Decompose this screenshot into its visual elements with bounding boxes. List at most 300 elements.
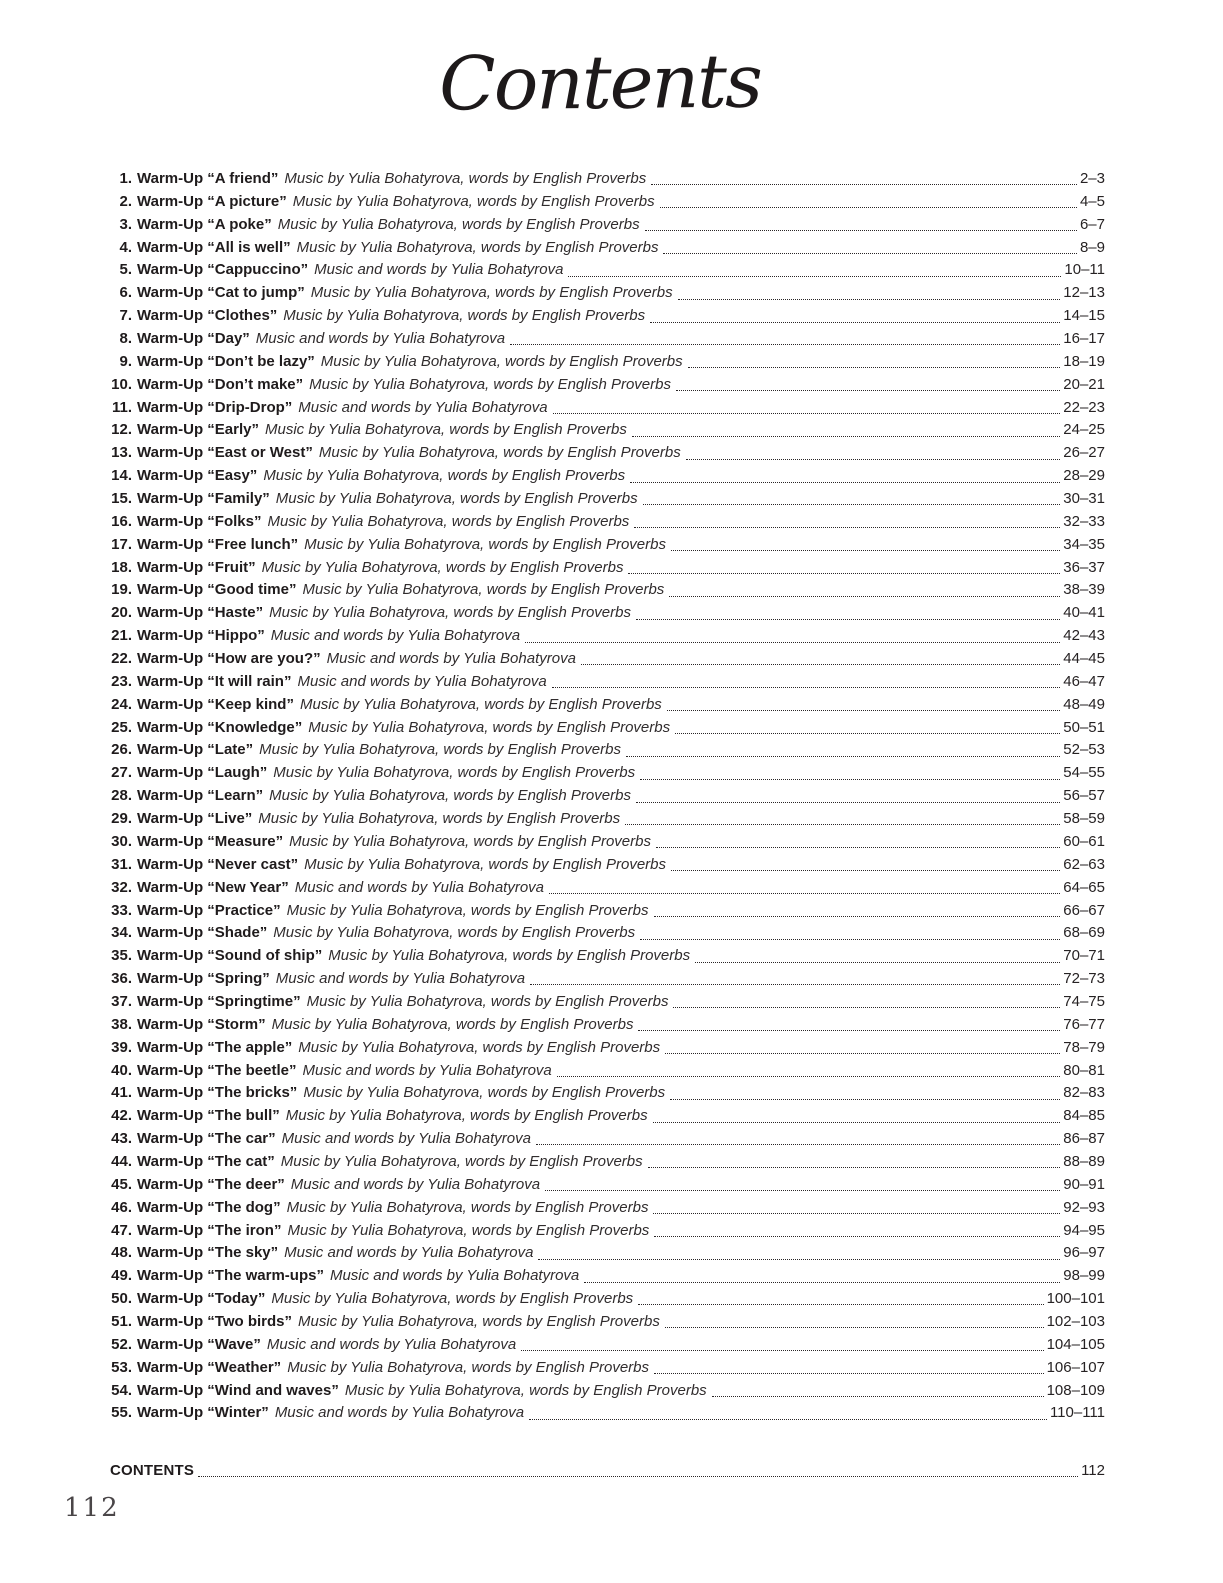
entry-pages: 64–65 <box>1063 878 1105 896</box>
entry-title: Warm-Up “Wave” <box>137 1335 261 1353</box>
entry-title: Warm-Up “The cat” <box>137 1152 275 1170</box>
toc-entry <box>110 602 1105 625</box>
toc-entry <box>110 1082 1105 1105</box>
entry-credit: Music by Yulia Bohatyrova, words by English Proverbs <box>296 238 659 256</box>
entry-pages: 18–19 <box>1063 352 1105 370</box>
entry-number: 34. <box>111 924 132 942</box>
dot-leader <box>650 322 1060 323</box>
entry-credit: Music by Yulia Bohatyrova, words by English Proverbs <box>271 1290 634 1308</box>
entry-number: 4. <box>119 238 132 256</box>
entry-pages: 88–89 <box>1063 1152 1105 1170</box>
toc-entry <box>110 1402 1105 1425</box>
toc-entry <box>110 557 1105 580</box>
entry-pages: 16–17 <box>1063 330 1105 348</box>
entry-credit: Music by Yulia Bohatyrova, words by English Proverbs <box>284 170 647 187</box>
toc-entry <box>110 991 1105 1014</box>
toc-list <box>110 168 1105 1425</box>
entry-number: 27. <box>111 764 132 782</box>
entry-title: Warm-Up “A poke” <box>137 215 272 233</box>
entry-credit: Music and words by Yulia Bohatyrova <box>314 261 564 279</box>
toc-entry <box>110 854 1105 877</box>
toc-entry <box>110 282 1105 305</box>
entry-credit: Music by Yulia Bohatyrova, words by English Proverbs <box>283 307 646 325</box>
toc-entry <box>110 648 1105 671</box>
entry-number: 45. <box>111 1175 132 1193</box>
entry-number: 6. <box>119 284 132 302</box>
dot-leader <box>688 367 1061 368</box>
toc-entry <box>110 625 1105 648</box>
dot-leader <box>584 1282 1060 1283</box>
dot-leader <box>638 1304 1043 1305</box>
toc-entry <box>110 168 1105 191</box>
dot-leader <box>632 436 1060 437</box>
entry-credit: Music by Yulia Bohatyrova, words by English Proverbs <box>285 1107 648 1125</box>
entry-credit: Music by Yulia Bohatyrova, words by English Proverbs <box>259 741 621 759</box>
entry-title: Warm-Up “Winter” <box>137 1404 269 1422</box>
dot-leader <box>667 710 1060 711</box>
entry-number: 28. <box>111 787 132 805</box>
entry-pages: 14–15 <box>1063 307 1105 325</box>
toc-entry <box>110 968 1105 991</box>
entry-pages: 82–83 <box>1063 1084 1105 1102</box>
entry-number: 36. <box>111 970 132 988</box>
dot-leader <box>545 1190 1060 1191</box>
dot-leader <box>529 1419 1047 1420</box>
entry-number: 43. <box>111 1130 132 1148</box>
entry-pages: 102–103 <box>1046 1312 1105 1330</box>
entry-number: 32. <box>111 878 132 896</box>
entry-credit: Music and words by Yulia Bohatyrova <box>266 1335 517 1353</box>
entry-number: 53. <box>111 1358 132 1376</box>
toc-entry <box>110 214 1105 237</box>
entry-pages: 66–67 <box>1063 901 1105 919</box>
entry-credit: Music by Yulia Bohatyrova, words by English Proverbs <box>309 375 671 393</box>
entry-credit: Music by Yulia Bohatyrova, words by English Proverbs <box>303 1084 666 1102</box>
dot-leader <box>525 642 1060 643</box>
entry-title: Warm-Up “Day” <box>137 330 250 348</box>
entry-title: Warm-Up “Clothes” <box>137 307 278 325</box>
entry-credit: Music by Yulia Bohatyrova, words by English Proverbs <box>261 558 624 576</box>
entry-pages: 26–27 <box>1063 444 1105 462</box>
dot-leader <box>640 939 1060 940</box>
entry-credit: Music by Yulia Bohatyrova, words by English Proverbs <box>320 352 683 370</box>
toc-entry <box>110 442 1105 465</box>
dot-leader <box>678 299 1061 300</box>
entry-pages: 10–11 <box>1064 261 1105 279</box>
entry-number: 15. <box>111 490 132 508</box>
entry-title: Warm-Up “Free lunch” <box>137 535 299 553</box>
dot-leader <box>654 916 1061 917</box>
entry-pages: 78–79 <box>1063 1038 1105 1056</box>
entry-title: Warm-Up “Wind and waves” <box>137 1381 339 1399</box>
entry-pages: 100–101 <box>1046 1290 1105 1308</box>
entry-pages: 4–5 <box>1079 192 1105 210</box>
entry-number: 1. <box>119 170 132 187</box>
entry-number: 41. <box>111 1084 132 1102</box>
entry-pages: 70–71 <box>1063 947 1105 965</box>
entry-pages: 30–31 <box>1063 490 1105 508</box>
dot-leader <box>581 664 1060 665</box>
entry-title: Warm-Up “Never cast” <box>137 855 299 873</box>
dot-leader <box>665 1327 1044 1328</box>
entry-credit: Music and words by Yulia Bohatyrova <box>270 627 521 645</box>
entry-title: Warm-Up “Laugh” <box>137 764 268 782</box>
toc-entry <box>110 1037 1105 1060</box>
entry-number: 20. <box>111 604 132 622</box>
entry-credit: Music by Yulia Bohatyrova, words by English Proverbs <box>264 421 627 439</box>
entry-credit: Music by Yulia Bohatyrova, words by English Proverbs <box>289 832 651 850</box>
toc-entry <box>110 579 1105 602</box>
entry-credit: Music and words by Yulia Bohatyrova <box>298 398 548 416</box>
toc-entry <box>110 717 1105 740</box>
entry-credit: Music by Yulia Bohatyrova, words by English Proverbs <box>299 695 662 713</box>
entry-title: Warm-Up “The beetle” <box>137 1061 297 1079</box>
toc-entry <box>110 488 1105 511</box>
entry-number: 19. <box>111 581 132 599</box>
entry-title: Warm-Up “Today” <box>137 1290 266 1308</box>
entry-number: 12. <box>111 421 132 439</box>
entry-title: Warm-Up “The bricks” <box>137 1084 298 1102</box>
dot-leader <box>630 482 1060 483</box>
entry-number: 37. <box>111 992 132 1010</box>
entry-pages: 52–53 <box>1063 741 1105 759</box>
entry-title: Warm-Up “Cappuccino” <box>137 261 309 279</box>
entry-title: Warm-Up “Good time” <box>137 581 297 599</box>
entry-number: 18. <box>111 558 132 576</box>
entry-credit: Music and words by Yulia Bohatyrova <box>274 1404 525 1422</box>
entry-number: 29. <box>111 810 132 828</box>
entry-credit: Music by Yulia Bohatyrova, words by English Proverbs <box>310 284 673 302</box>
entry-title: Warm-Up “Spring” <box>137 970 270 988</box>
entry-credit: Music and words by Yulia Bohatyrova <box>294 878 545 896</box>
entry-title: Warm-Up “The bull” <box>137 1107 280 1125</box>
entry-title: Warm-Up “The iron” <box>137 1221 282 1239</box>
entry-number: 10. <box>111 375 132 393</box>
entry-pages: 74–75 <box>1063 992 1105 1010</box>
entry-title: Warm-Up “Drip-Drop” <box>137 398 293 416</box>
entry-title: Warm-Up “New Year” <box>137 878 289 896</box>
entry-credit: Music and words by Yulia Bohatyrova <box>329 1267 580 1285</box>
entry-number: 47. <box>111 1221 132 1239</box>
entry-pages: 86–87 <box>1063 1130 1105 1148</box>
entry-pages: 6–7 <box>1079 215 1105 233</box>
contents-row-label: CONTENTS <box>110 1462 195 1479</box>
toc-entry <box>110 900 1105 923</box>
entry-number: 44. <box>111 1152 132 1170</box>
dot-leader <box>626 756 1060 757</box>
entry-number: 23. <box>111 672 132 690</box>
entry-title: Warm-Up “Knowledge” <box>137 718 303 736</box>
footer-page-number: 112 <box>64 1493 120 1523</box>
entry-title: Warm-Up “Don’t make” <box>137 375 304 393</box>
entry-title: Warm-Up “Easy” <box>137 467 258 485</box>
entry-pages: 94–95 <box>1063 1221 1105 1239</box>
entry-title: Warm-Up “Storm” <box>137 1015 266 1033</box>
entry-title: Warm-Up “Measure” <box>137 832 284 850</box>
dot-leader <box>648 1167 1061 1168</box>
entry-pages: 68–69 <box>1063 924 1105 942</box>
entry-credit: Music by Yulia Bohatyrova, words by English Proverbs <box>344 1381 707 1399</box>
dot-leader <box>628 573 1060 574</box>
dot-leader <box>651 184 1077 185</box>
dot-leader <box>663 253 1076 254</box>
entry-number: 31. <box>111 855 132 873</box>
entry-credit: Music by Yulia Bohatyrova, words by English Proverbs <box>298 1038 661 1056</box>
entry-credit: Music by Yulia Bohatyrova, words by English Proverbs <box>269 787 631 805</box>
toc-entry <box>110 831 1105 854</box>
entry-title: Warm-Up “Springtime” <box>137 992 301 1010</box>
toc-entry <box>110 1105 1105 1128</box>
entry-title: Warm-Up “Keep kind” <box>137 695 294 713</box>
toc-entry <box>110 1288 1105 1311</box>
toc-entry <box>110 694 1105 717</box>
page-title: Contents <box>438 38 762 128</box>
entry-title: Warm-Up “The sky” <box>137 1244 279 1262</box>
entry-number: 33. <box>111 901 132 919</box>
toc-entry <box>110 351 1105 374</box>
entry-pages: 92–93 <box>1063 1198 1105 1216</box>
dot-leader <box>636 802 1060 803</box>
entry-credit: Music by Yulia Bohatyrova, words by English Proverbs <box>298 1312 660 1330</box>
dot-leader <box>521 1350 1043 1351</box>
entry-number: 9. <box>119 352 132 370</box>
toc-entry <box>110 1151 1105 1174</box>
dot-leader <box>643 504 1061 505</box>
entry-pages: 106–107 <box>1046 1358 1105 1376</box>
entry-number: 50. <box>111 1290 132 1308</box>
dot-leader <box>568 276 1061 277</box>
entry-credit: Music and words by Yulia Bohatyrova <box>290 1175 541 1193</box>
entry-number: 16. <box>111 512 132 530</box>
entry-title: Warm-Up “Early” <box>137 421 259 439</box>
entry-pages: 50–51 <box>1063 718 1105 736</box>
toc-entry <box>110 877 1105 900</box>
entry-pages: 108–109 <box>1046 1381 1105 1399</box>
entry-title: Warm-Up “A picture” <box>137 192 287 210</box>
entry-number: 8. <box>119 330 132 348</box>
entry-number: 38. <box>111 1015 132 1033</box>
dot-leader <box>656 847 1060 848</box>
entry-title: Warm-Up “Family” <box>137 490 270 508</box>
dot-leader <box>675 733 1060 734</box>
entry-pages: 44–45 <box>1063 650 1105 668</box>
entry-title: Warm-Up “A friend” <box>137 170 279 187</box>
dot-leader <box>669 596 1060 597</box>
dot-leader <box>654 1373 1044 1374</box>
toc-entry <box>110 397 1105 420</box>
toc-contents-row <box>110 1460 1105 1483</box>
toc-entry <box>110 1174 1105 1197</box>
entry-pages: 72–73 <box>1063 970 1105 988</box>
entry-credit: Music by Yulia Bohatyrova, words by English Proverbs <box>292 192 655 210</box>
dot-leader <box>538 1259 1060 1260</box>
toc-entry <box>110 305 1105 328</box>
toc-entry <box>110 259 1105 282</box>
entry-title: Warm-Up “It will rain” <box>137 672 292 690</box>
toc-entry <box>110 191 1105 214</box>
entry-pages: 54–55 <box>1063 764 1105 782</box>
entry-title: Warm-Up “Haste” <box>137 604 264 622</box>
toc-entry <box>110 1357 1105 1380</box>
entry-title: Warm-Up “The apple” <box>137 1038 293 1056</box>
entry-title: Warm-Up “Late” <box>137 741 254 759</box>
entry-credit: Music by Yulia Bohatyrova, words by English Proverbs <box>258 810 621 828</box>
dot-leader <box>712 1396 1044 1397</box>
entry-number: 54. <box>111 1381 132 1399</box>
entry-credit: Music and words by Yulia Bohatyrova <box>255 330 506 348</box>
entry-title: Warm-Up “The dog” <box>137 1198 281 1216</box>
entry-pages: 22–23 <box>1063 398 1105 416</box>
entry-title: Warm-Up “Weather” <box>137 1358 282 1376</box>
entry-pages: 20–21 <box>1063 375 1105 393</box>
entry-credit: Music by Yulia Bohatyrova, words by English Proverbs <box>306 992 669 1010</box>
toc-entry <box>110 1220 1105 1243</box>
toc-entry <box>110 511 1105 534</box>
entry-pages: 34–35 <box>1063 535 1105 553</box>
toc-entry <box>110 237 1105 260</box>
entry-pages: 40–41 <box>1063 604 1105 622</box>
dot-leader <box>549 893 1060 894</box>
entry-credit: Music by Yulia Bohatyrova, words by English Proverbs <box>280 1152 643 1170</box>
entry-pages: 110–111 <box>1049 1404 1105 1422</box>
entry-number: 21. <box>111 627 132 645</box>
entry-credit: Music and words by Yulia Bohatyrova <box>326 650 576 668</box>
entry-credit: Music by Yulia Bohatyrova, words by English Proverbs <box>277 215 640 233</box>
dot-leader <box>653 1122 1061 1123</box>
entry-number: 46. <box>111 1198 132 1216</box>
toc-entry <box>110 739 1105 762</box>
dot-leader <box>686 459 1061 460</box>
entry-title: Warm-Up “East or West” <box>137 444 313 462</box>
dot-leader <box>665 1053 1060 1054</box>
dot-leader <box>653 1213 1060 1214</box>
entry-title: Warm-Up “How are you?” <box>137 650 321 668</box>
dot-leader <box>640 779 1060 780</box>
toc-entry <box>110 1197 1105 1220</box>
entry-credit: Music and words by Yulia Bohatyrova <box>281 1130 531 1148</box>
entry-title: Warm-Up “Cat to jump” <box>137 284 305 302</box>
entry-number: 14. <box>111 467 132 485</box>
entry-credit: Music by Yulia Bohatyrova, words by English Proverbs <box>287 1358 650 1376</box>
entry-number: 49. <box>111 1267 132 1285</box>
entry-pages: 96–97 <box>1063 1244 1105 1262</box>
toc-entry <box>110 1242 1105 1265</box>
entry-number: 42. <box>111 1107 132 1125</box>
toc-entry <box>110 945 1105 968</box>
entry-pages: 42–43 <box>1063 627 1105 645</box>
toc-entry <box>110 1265 1105 1288</box>
entry-number: 35. <box>111 947 132 965</box>
entry-pages: 38–39 <box>1063 581 1105 599</box>
toc-entry <box>110 1014 1105 1037</box>
entry-credit: Music by Yulia Bohatyrova, words by English Proverbs <box>267 512 630 530</box>
dot-leader <box>695 962 1060 963</box>
dot-leader <box>654 1236 1060 1237</box>
toc-entry <box>110 671 1105 694</box>
entry-number: 3. <box>119 215 132 233</box>
entry-number: 24. <box>111 695 132 713</box>
entry-number: 52. <box>111 1335 132 1353</box>
dot-leader <box>530 984 1060 985</box>
entry-title: Warm-Up “The warm-ups” <box>137 1267 324 1285</box>
toc-entry <box>110 808 1105 831</box>
dot-leader <box>557 1076 1061 1077</box>
toc-entry <box>110 534 1105 557</box>
dot-leader <box>676 390 1060 391</box>
entry-title: Warm-Up “All is well” <box>137 238 291 256</box>
entry-pages: 84–85 <box>1063 1107 1105 1125</box>
entry-pages: 80–81 <box>1063 1061 1105 1079</box>
entry-title: Warm-Up “Sound of ship” <box>137 947 323 965</box>
toc-entry <box>110 419 1105 442</box>
entry-credit: Music and words by Yulia Bohatyrova <box>275 970 526 988</box>
entry-credit: Music by Yulia Bohatyrova, words by English Proverbs <box>302 581 665 599</box>
entry-number: 48. <box>111 1244 132 1262</box>
entry-title: Warm-Up “Hippo” <box>137 627 265 645</box>
dot-leader <box>510 344 1060 345</box>
entry-number: 22. <box>111 650 132 668</box>
toc-entry <box>110 465 1105 488</box>
entry-credit: Music and words by Yulia Bohatyrova <box>302 1061 552 1079</box>
dot-leader <box>671 870 1060 871</box>
entry-credit: Music by Yulia Bohatyrova, words by English Proverbs <box>308 718 671 736</box>
entry-number: 5. <box>119 261 132 279</box>
entry-number: 7. <box>119 307 132 325</box>
entry-title: Warm-Up “Two birds” <box>137 1312 292 1330</box>
entry-title: Warm-Up “Fruit” <box>137 558 256 576</box>
dot-leader <box>536 1144 1060 1145</box>
toc-entry <box>110 374 1105 397</box>
entry-credit: Music by Yulia Bohatyrova, words by English Proverbs <box>263 467 626 485</box>
entry-pages: 104–105 <box>1046 1335 1105 1353</box>
entry-number: 26. <box>111 741 132 759</box>
toc-entry <box>110 328 1105 351</box>
entry-pages: 62–63 <box>1063 855 1105 873</box>
dot-leader <box>198 1476 1078 1477</box>
entry-pages: 28–29 <box>1063 467 1105 485</box>
entry-credit: Music by Yulia Bohatyrova, words by English Proverbs <box>273 764 636 782</box>
toc-entry <box>110 1311 1105 1334</box>
dot-leader <box>636 619 1060 620</box>
toc-entry <box>110 785 1105 808</box>
dot-leader <box>638 1030 1060 1031</box>
dot-leader <box>670 1099 1060 1100</box>
entry-title: Warm-Up “Learn” <box>137 787 264 805</box>
toc-entry <box>110 1380 1105 1403</box>
entry-pages: 24–25 <box>1063 421 1105 439</box>
entry-pages: 36–37 <box>1063 558 1105 576</box>
dot-leader <box>625 824 1060 825</box>
entry-credit: Music and words by Yulia Bohatyrova <box>284 1244 534 1262</box>
entry-credit: Music by Yulia Bohatyrova, words by English Proverbs <box>273 924 636 942</box>
toc-entry <box>110 1060 1105 1083</box>
entry-number: 11. <box>111 398 132 416</box>
entry-pages: 12–13 <box>1063 284 1105 302</box>
entry-credit: Music by Yulia Bohatyrova, words by English Proverbs <box>275 490 638 508</box>
entry-credit: Music by Yulia Bohatyrova, words by English Proverbs <box>286 1198 649 1216</box>
entry-number: 13. <box>111 444 132 462</box>
entry-number: 25. <box>111 718 132 736</box>
entry-pages: 46–47 <box>1063 672 1105 690</box>
entry-pages: 76–77 <box>1063 1015 1105 1033</box>
entry-credit: Music by Yulia Bohatyrova, words by English Proverbs <box>318 444 681 462</box>
entry-pages: 2–3 <box>1079 170 1105 187</box>
dot-leader <box>634 527 1060 528</box>
entry-pages: 60–61 <box>1063 832 1105 850</box>
entry-title: Warm-Up “Practice” <box>137 901 281 919</box>
dot-leader <box>660 207 1077 208</box>
entry-number: 55. <box>111 1404 132 1422</box>
